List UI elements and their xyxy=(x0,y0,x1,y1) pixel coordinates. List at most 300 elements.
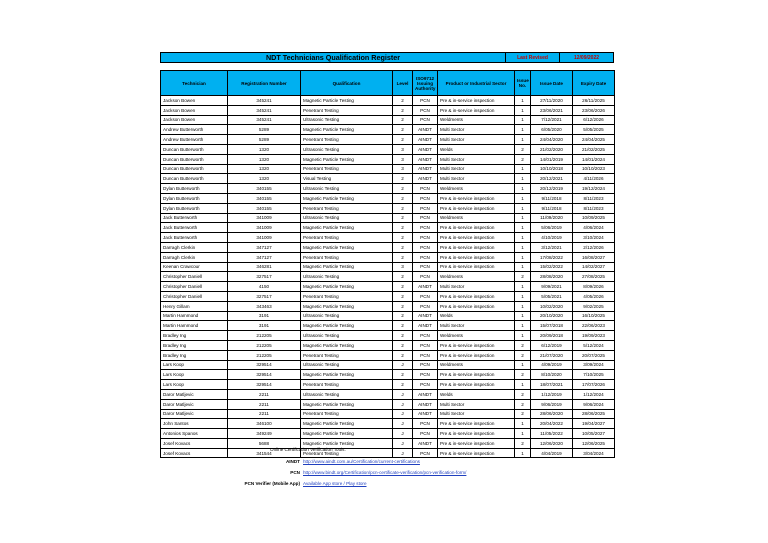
cell-level: 2 xyxy=(393,311,413,321)
cell-issue-no: 1 xyxy=(515,262,531,272)
cell-issue-date: 15/07/2018 xyxy=(531,321,573,331)
cell-level: 2 xyxy=(393,184,413,194)
cell-issue-no: 1 xyxy=(515,360,531,370)
table-row xyxy=(161,174,615,184)
cell-issue-no: 1 xyxy=(515,213,531,223)
cell-expiry-date: 9/02/2025 xyxy=(573,301,615,311)
cell-level: 2 xyxy=(393,291,413,301)
cell-issue-date: 10/02/2020 xyxy=(531,301,573,311)
cell-level: 2 xyxy=(393,115,413,125)
cell-issue-date: 6/05/2020 xyxy=(531,125,573,135)
cell-issue-date: 9/06/2019 xyxy=(531,399,573,409)
table-row xyxy=(161,184,615,194)
cell-level: J xyxy=(393,448,413,458)
cell-registration-number: 340155 xyxy=(228,184,301,194)
cell-issue-date: 1/12/2019 xyxy=(531,389,573,399)
app-store-link[interactable]: Available App store / Play store xyxy=(303,481,367,486)
cell-issue-date: 23/06/2021 xyxy=(531,105,573,115)
cell-technician: Daror Matljevic xyxy=(161,399,228,409)
table-row xyxy=(161,272,615,282)
cell-registration-number: 1320 xyxy=(228,144,301,154)
cell-expiry-date: 10/10/2023 xyxy=(573,164,615,174)
cell-sector: Pre & in-service inspection xyxy=(438,242,515,252)
cell-expiry-date: 4/05/2026 xyxy=(573,291,615,301)
table-row xyxy=(161,262,615,272)
cell-issuing-authority: PCN xyxy=(413,213,438,223)
cell-issue-date: 20/09/2018 xyxy=(531,331,573,341)
col-sector: Product or Industrial Sector xyxy=(438,71,515,96)
cell-issue-no: 1 xyxy=(515,242,531,252)
cell-issue-no: 2 xyxy=(515,350,531,360)
table-row xyxy=(161,399,615,409)
cell-qualification: Magnetic Particle Testing xyxy=(301,96,393,106)
cell-level: 2 xyxy=(393,340,413,350)
table-row xyxy=(161,96,615,106)
cell-issue-date: 11/09/2020 xyxy=(531,213,573,223)
cell-sector: Pre & in-service inspection xyxy=(438,262,515,272)
cell-level: 2 xyxy=(393,331,413,341)
cell-level: 3 xyxy=(393,154,413,164)
cell-registration-number: 341544 xyxy=(228,448,301,458)
qualification-table xyxy=(160,70,615,458)
cell-qualification: Penetrant Testing xyxy=(301,164,393,174)
cell-sector: Pre & in-service inspection xyxy=(438,380,515,390)
cell-technician: Lars Koop xyxy=(161,370,228,380)
cell-issue-date: 6/12/2019 xyxy=(531,340,573,350)
cell-expiry-date: 28/06/2025 xyxy=(573,409,615,419)
cell-qualification: Ultrasonic Testing xyxy=(301,272,393,282)
cell-issue-no: 1 xyxy=(515,291,531,301)
cell-expiry-date: 17/07/2026 xyxy=(573,380,615,390)
cell-issue-no: 1 xyxy=(515,174,531,184)
cell-registration-number: 349249 xyxy=(228,429,301,439)
cell-issuing-authority: AINDT xyxy=(413,282,438,292)
table-row xyxy=(161,409,615,419)
cell-expiry-date: 6/12/2026 xyxy=(573,115,615,125)
cell-registration-number: 345241 xyxy=(228,105,301,115)
cell-technician: Martin Hammond xyxy=(161,321,228,331)
cell-technician: Darragh Clerkin xyxy=(161,242,228,252)
cell-registration-number: 345241 xyxy=(228,96,301,106)
cell-issuing-authority: PCN xyxy=(413,380,438,390)
cell-technician: Josef Kovacs xyxy=(161,448,228,458)
table-row xyxy=(161,213,615,223)
cell-issue-no: 1 xyxy=(515,321,531,331)
cell-sector: Weldments xyxy=(438,213,515,223)
cell-issuing-authority: PCN xyxy=(413,105,438,115)
cell-qualification: Visual Testing xyxy=(301,174,393,184)
cell-registration-number: 329514 xyxy=(228,360,301,370)
cell-issue-date: 14/01/2019 xyxy=(531,154,573,164)
cell-qualification: Magnetic Particle Testing xyxy=(301,321,393,331)
cell-sector: Welds xyxy=(438,389,515,399)
table-row xyxy=(161,233,615,243)
cell-qualification: Penetrant Testing xyxy=(301,380,393,390)
cell-issuing-authority: PCN xyxy=(413,96,438,106)
cell-level: 2 xyxy=(393,213,413,223)
cell-expiry-date: 9/06/2024 xyxy=(573,399,615,409)
cell-sector: Multi Sector xyxy=(438,282,515,292)
cell-sector: Weldments xyxy=(438,331,515,341)
table-row xyxy=(161,291,615,301)
footer-row-pcn xyxy=(160,470,466,475)
cell-issuing-authority: PCN xyxy=(413,429,438,439)
cell-level: J xyxy=(393,438,413,448)
cell-technician: Daror Matljevic xyxy=(161,409,228,419)
cell-expiry-date: 5/12/2024 xyxy=(573,340,615,350)
cell-registration-number: 2211 xyxy=(228,389,301,399)
cell-issuing-authority: AINDT xyxy=(413,389,438,399)
cell-qualification: Penetrant Testing xyxy=(301,291,393,301)
cell-sector: Weldments xyxy=(438,184,515,194)
cell-sector: Welds xyxy=(438,144,515,154)
cell-issue-no: 1 xyxy=(515,203,531,213)
cell-level: J xyxy=(393,409,413,419)
cell-technician: Duncan Butterworth xyxy=(161,154,228,164)
cell-issuing-authority: PCN xyxy=(413,184,438,194)
cell-sector: Pre & in-service inspection xyxy=(438,96,515,106)
cell-registration-number: 212205 xyxy=(228,350,301,360)
cell-issuing-authority: PCN xyxy=(413,360,438,370)
cell-sector: Pre & in-service inspection xyxy=(438,448,515,458)
cell-issue-no: 2 xyxy=(515,409,531,419)
cell-issuing-authority: PCN xyxy=(413,448,438,458)
cell-level: 2 xyxy=(393,242,413,252)
table-row xyxy=(161,438,615,448)
cell-expiry-date: 19/04/2027 xyxy=(573,419,615,429)
cell-issue-no: 1 xyxy=(515,301,531,311)
cell-sector: Multi Sector xyxy=(438,125,515,135)
table-row xyxy=(161,448,615,458)
pcn-verify-link[interactable]: http://www.bindt.org/Certification/pcn-certificate-verification/pcn-verification-form/ xyxy=(303,470,467,475)
table-row xyxy=(161,370,615,380)
cell-issuing-authority: PCN xyxy=(413,115,438,125)
table-row xyxy=(161,350,615,360)
cell-issue-no: 2 xyxy=(515,144,531,154)
cell-issuing-authority: AINDT xyxy=(413,135,438,145)
cell-registration-number: 347127 xyxy=(228,252,301,262)
cell-expiry-date: 26/11/2025 xyxy=(573,96,615,106)
cell-qualification: Penetrant Testing xyxy=(301,350,393,360)
table-row xyxy=(161,125,615,135)
cell-issuing-authority: AINDT xyxy=(413,154,438,164)
last-revised-date: 12/09/2022 xyxy=(560,52,614,63)
cell-level: 2 xyxy=(393,203,413,213)
cell-expiry-date: 10/05/2027 xyxy=(573,429,615,439)
table-row xyxy=(161,380,615,390)
title-bar xyxy=(160,52,614,63)
cell-issue-no: 1 xyxy=(515,233,531,243)
cell-level: 3 xyxy=(393,164,413,174)
cell-expiry-date: 21/02/2025 xyxy=(573,144,615,154)
table-row xyxy=(161,135,615,145)
cell-qualification: Ultrasonic Testing xyxy=(301,213,393,223)
cell-issue-no: 1 xyxy=(515,115,531,125)
footer-row-aindt xyxy=(160,459,420,464)
cell-issue-no: 1 xyxy=(515,448,531,458)
cell-issue-date: 28/06/2020 xyxy=(531,409,573,419)
cell-issue-date: 9/11/2018 xyxy=(531,193,573,203)
cell-registration-number: 3191 xyxy=(228,311,301,321)
cell-qualification: Ultrasonic Testing xyxy=(301,360,393,370)
cell-registration-number: 341009 xyxy=(228,223,301,233)
cell-registration-number: 346100 xyxy=(228,419,301,429)
table-row xyxy=(161,144,615,154)
cell-sector: Multi Sector xyxy=(438,135,515,145)
cell-technician: Darragh Clerkin xyxy=(161,252,228,262)
cell-expiry-date: 19/12/2024 xyxy=(573,184,615,194)
cell-sector: Pre & in-service inspection xyxy=(438,350,515,360)
cell-expiry-date: 10/09/2025 xyxy=(573,213,615,223)
cell-qualification: Ultrasonic Testing xyxy=(301,311,393,321)
table-row xyxy=(161,419,615,429)
cell-expiry-date: 16/10/2025 xyxy=(573,311,615,321)
cell-issue-no: 1 xyxy=(515,223,531,233)
cell-issue-date: 11/05/2022 xyxy=(531,429,573,439)
cell-issue-date: 7/12/2021 xyxy=(531,115,573,125)
cell-qualification: Ultrasonic Testing xyxy=(301,331,393,341)
cell-qualification: Magnetic Particle Testing xyxy=(301,242,393,252)
table-row xyxy=(161,301,615,311)
cell-sector: Weldments xyxy=(438,360,515,370)
cell-level: 2 xyxy=(393,282,413,292)
cell-registration-number: 5289 xyxy=(228,135,301,145)
cell-qualification: Penetrant Testing xyxy=(301,448,393,458)
register-title: NDT Technicians Qualification Register xyxy=(160,52,506,63)
cell-qualification: Magnetic Particle Testing xyxy=(301,340,393,350)
cell-registration-number: 340155 xyxy=(228,203,301,213)
cell-issuing-authority: PCN xyxy=(413,301,438,311)
cell-registration-number: 2211 xyxy=(228,399,301,409)
cell-qualification: Penetrant Testing xyxy=(301,203,393,213)
cell-issue-date: 17/08/2022 xyxy=(531,252,573,262)
cell-level: J xyxy=(393,389,413,399)
cell-issuing-authority: PCN xyxy=(413,193,438,203)
cell-technician: Andrew Butterworth xyxy=(161,125,228,135)
cell-expiry-date: 22/06/2023 xyxy=(573,321,615,331)
cell-expiry-date: 8/11/2023 xyxy=(573,193,615,203)
cell-sector: Pre & in-service inspection xyxy=(438,203,515,213)
cell-qualification: Magnetic Particle Testing xyxy=(301,429,393,439)
cell-level: 2 xyxy=(393,321,413,331)
cell-registration-number: 2211 xyxy=(228,409,301,419)
cell-technician: Andrew Butterworth xyxy=(161,135,228,145)
cell-qualification: Magnetic Particle Testing xyxy=(301,370,393,380)
cell-issuing-authority: PCN xyxy=(413,203,438,213)
cell-issue-date: 8/10/2020 xyxy=(531,370,573,380)
cell-sector: Pre & in-service inspection xyxy=(438,223,515,233)
cell-issuing-authority: AINDT xyxy=(413,164,438,174)
cell-issuing-authority: PCN xyxy=(413,272,438,282)
cell-issue-date: 12/06/2020 xyxy=(531,438,573,448)
table-row xyxy=(161,242,615,252)
cell-sector: Multi Sector xyxy=(438,399,515,409)
cell-issuing-authority: PCN xyxy=(413,331,438,341)
cell-expiry-date: 14/01/2024 xyxy=(573,154,615,164)
cell-issue-no: 1 xyxy=(515,311,531,321)
cell-technician: Josef Kovacs xyxy=(161,438,228,448)
cell-level: 2 xyxy=(393,105,413,115)
cell-technician: Bradley Ing xyxy=(161,350,228,360)
cell-technician: Lars Koop xyxy=(161,360,228,370)
cell-issue-date: 20/12/2019 xyxy=(531,184,573,194)
cell-issuing-authority: PCN xyxy=(413,242,438,252)
cell-qualification: Magnetic Particle Testing xyxy=(301,301,393,311)
cell-level: 2 xyxy=(393,350,413,360)
cell-expiry-date: 3/04/2024 xyxy=(573,448,615,458)
cell-issue-date: 21/02/2020 xyxy=(531,144,573,154)
cell-qualification: Magnetic Particle Testing xyxy=(301,125,393,135)
cell-sector: Welds xyxy=(438,311,515,321)
cell-technician: Lars Koop xyxy=(161,380,228,390)
cell-registration-number: 212205 xyxy=(228,331,301,341)
cell-qualification: Penetrant Testing xyxy=(301,135,393,145)
table-row xyxy=(161,154,615,164)
cell-registration-number: 212205 xyxy=(228,340,301,350)
table-row xyxy=(161,340,615,350)
cell-expiry-date: 16/08/2027 xyxy=(573,252,615,262)
cell-issue-no: 1 xyxy=(515,135,531,145)
cell-expiry-date: 19/09/2023 xyxy=(573,331,615,341)
cell-qualification: Penetrant Testing xyxy=(301,105,393,115)
cell-technician: Jack Butterworth xyxy=(161,233,228,243)
cell-issue-date: 15/02/2022 xyxy=(531,262,573,272)
cell-issue-date: 4/09/2019 xyxy=(531,360,573,370)
cell-expiry-date: 3/09/2024 xyxy=(573,360,615,370)
cell-issuing-authority: AINDT xyxy=(413,409,438,419)
cell-registration-number: 1320 xyxy=(228,164,301,174)
cell-expiry-date: 8/09/2026 xyxy=(573,282,615,292)
footer-label: AINDT xyxy=(285,459,300,464)
cell-technician: Duncan Butterworth xyxy=(161,164,228,174)
cell-issue-date: 5/06/2019 xyxy=(531,223,573,233)
cell-sector: Multi Sector xyxy=(438,164,515,174)
cell-expiry-date: 24/04/2025 xyxy=(573,135,615,145)
cell-issue-no: 1 xyxy=(515,331,531,341)
cell-qualification: Penetrant Testing xyxy=(301,409,393,419)
cell-issue-no: 1 xyxy=(515,419,531,429)
cell-level: 2 xyxy=(393,252,413,262)
cell-qualification: Magnetic Particle Testing xyxy=(301,438,393,448)
table-row xyxy=(161,360,615,370)
cell-issue-no: 1 xyxy=(515,164,531,174)
cell-technician: Dylan Butterworth xyxy=(161,193,228,203)
col-level: Level xyxy=(393,71,413,96)
footer-label: PCN Verifier (Mobile App) xyxy=(244,481,300,486)
cell-expiry-date: 20/07/2025 xyxy=(573,350,615,360)
cell-issuing-authority: PCN xyxy=(413,262,438,272)
cell-registration-number: 340155 xyxy=(228,193,301,203)
cell-issuing-authority: PCN xyxy=(413,350,438,360)
cell-issue-date: 18/07/2021 xyxy=(531,380,573,390)
cell-sector: Pre & in-service inspection xyxy=(438,301,515,311)
cell-issue-no: 2 xyxy=(515,399,531,409)
cell-issue-no: 2 xyxy=(515,370,531,380)
cell-sector: Multi Sector xyxy=(438,154,515,164)
cell-technician: Bradley Ing xyxy=(161,340,228,350)
cell-technician: Jackson Bowen xyxy=(161,96,228,106)
cell-issuing-authority: PCN xyxy=(413,291,438,301)
cell-issuing-authority: AINDT xyxy=(413,311,438,321)
cell-level: J xyxy=(393,399,413,409)
cell-issue-date: 27/11/2020 xyxy=(531,96,573,106)
cell-issue-no: 1 xyxy=(515,252,531,262)
cell-expiry-date: 7/10/2025 xyxy=(573,370,615,380)
cell-qualification: Ultrasonic Testing xyxy=(301,115,393,125)
cell-technician: Antonios Spanos xyxy=(161,429,228,439)
cell-technician: Daror Matljevic xyxy=(161,389,228,399)
cell-registration-number: 3191 xyxy=(228,321,301,331)
cell-technician: Bradley Ing xyxy=(161,331,228,341)
cell-issue-no: 1 xyxy=(515,184,531,194)
cell-qualification: Penetrant Testing xyxy=(301,233,393,243)
col-issuing-authority: ISO9712 Issuing Authority xyxy=(413,71,438,96)
cell-expiry-date: 23/06/2026 xyxy=(573,105,615,115)
cell-technician: Duncan Butterworth xyxy=(161,174,228,184)
table-row xyxy=(161,223,615,233)
cell-issue-no: 2 xyxy=(515,438,531,448)
cell-issuing-authority: AINDT xyxy=(413,144,438,154)
cell-level: J xyxy=(393,360,413,370)
cell-registration-number: 345241 xyxy=(228,115,301,125)
cell-expiry-date: 5/05/2025 xyxy=(573,125,615,135)
cell-expiry-date: 8/11/2023 xyxy=(573,203,615,213)
cell-issue-date: 4/04/2019 xyxy=(531,448,573,458)
cell-qualification: Magnetic Particle Testing xyxy=(301,223,393,233)
cell-sector: Pre & in-service inspection xyxy=(438,193,515,203)
cell-issue-no: 2 xyxy=(515,272,531,282)
cell-level: 2 xyxy=(393,272,413,282)
cell-issue-no: 1 xyxy=(515,96,531,106)
cell-sector: Multi Sector xyxy=(438,409,515,419)
cell-issue-date: 21/07/2020 xyxy=(531,350,573,360)
cell-qualification: Ultrasonic Testing xyxy=(301,144,393,154)
cell-technician: Henry Gillam xyxy=(161,301,228,311)
cell-issue-date: 9/11/2018 xyxy=(531,203,573,213)
cell-technician: Duncan Butterworth xyxy=(161,144,228,154)
cell-sector: Weldments xyxy=(438,115,515,125)
col-qualification: Qualification xyxy=(301,71,393,96)
cell-issue-date: 5/05/2021 xyxy=(531,291,573,301)
col-expiry-date: Expiry Date xyxy=(573,71,615,96)
cell-registration-number: 347127 xyxy=(228,242,301,252)
cell-level: 2 xyxy=(393,174,413,184)
cell-issue-date: 20/12/2021 xyxy=(531,174,573,184)
cell-sector: Pre & in-service inspection xyxy=(438,233,515,243)
cell-level: 2 xyxy=(393,96,413,106)
cell-issuing-authority: PCN xyxy=(413,340,438,350)
table-row xyxy=(161,282,615,292)
cell-sector: Pre & in-service inspection xyxy=(438,419,515,429)
table-row xyxy=(161,105,615,115)
cell-registration-number: 343463 xyxy=(228,301,301,311)
cell-sector: Pre & in-service inspection xyxy=(438,252,515,262)
cell-level: 2 xyxy=(393,301,413,311)
cell-sector: Pre & in-service inspection xyxy=(438,291,515,301)
cell-registration-number: 5688 xyxy=(228,438,301,448)
cell-qualification: Magnetic Particle Testing xyxy=(301,154,393,164)
cell-issue-date: 28/08/2020 xyxy=(531,272,573,282)
cell-qualification: Magnetic Particle Testing xyxy=(301,282,393,292)
aindt-verify-link[interactable]: http://www.aindt.com.au/Certification/current-certifications xyxy=(303,459,420,464)
cell-registration-number: 341009 xyxy=(228,213,301,223)
col-issue-no: Issue No. xyxy=(515,71,531,96)
cell-technician: Dylan Butterworth xyxy=(161,203,228,213)
cell-qualification: Ultrasonic Testing xyxy=(301,389,393,399)
cell-issue-no: 1 xyxy=(515,429,531,439)
cell-issue-no: 1 xyxy=(515,282,531,292)
cell-registration-number: 327517 xyxy=(228,272,301,282)
